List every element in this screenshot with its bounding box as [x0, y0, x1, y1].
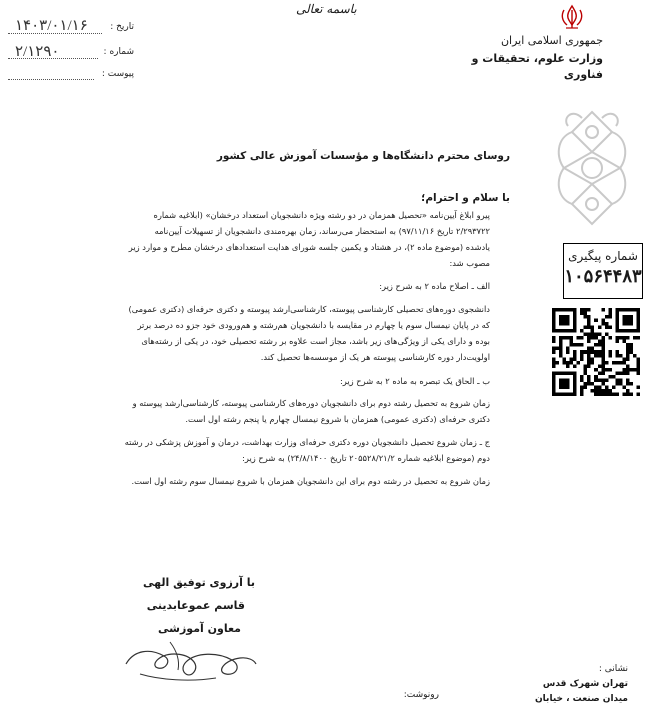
date-rule [8, 33, 102, 34]
date-value: ۱۴۰۳/۰۱/۱۶ [15, 18, 88, 34]
handwritten-signature [120, 630, 260, 690]
letter-number-label: شماره : [103, 47, 134, 57]
letter-number-value: ۲/۱۲۹۰ [15, 44, 60, 60]
body-line: بوده و دارای یکی از ویژگی‌های زیر باشد، مجاز است علاوه بر رشته تحصیلی خود، در یکی از رشته‌های [141, 336, 490, 346]
body-line: زمان شروع به تحصیل رشته دوم برای دانشجویان دوره‌های کارشناسی پیوسته، کارشناسی‌ارشد پیوسته و [132, 398, 490, 408]
body-line: الف ـ اصلاح ماده ۲ به شرح زیر: [379, 281, 490, 291]
address-line2: میدان صنعت ، خیابان [535, 694, 628, 704]
greeting: با سلام و احترام؛ [421, 192, 510, 204]
body-line: دانشجوی دوره‌های تحصیلی کارشناسی پیوسته، کارشناسی‌ارشد پیوسته و دکتری حرفه‌ای (دکتری عمومی) [128, 304, 490, 314]
attachment-rule [8, 79, 94, 80]
body-line: پیرو ابلاغ آیین‌نامه «تحصیل همزمان در دو رشته ویژه دانشجویان استعداد درخشان» (ابلاغیه شماره [153, 210, 490, 220]
number-rule [8, 58, 98, 59]
basmala: باسمه تعالی [296, 2, 357, 16]
body-line: مصوب شد: [449, 258, 490, 268]
qr-code-icon [552, 308, 640, 396]
body-line: ب ـ الحاق یک تبصره به ماده ۲ به شرح زیر: [339, 376, 490, 386]
cc-label: رونوشت: [403, 690, 439, 700]
date-label: تاریخ : [110, 22, 134, 32]
address-line1: تهران شهرک قدس [542, 679, 628, 689]
body-line: دکتری حرفه‌ای (دکتری عمومی) همزمان با شروع نیمسال چهارم یا پنجم رشته اول است. [185, 414, 490, 424]
body-line: دوم (موضوع ابلاغیه شماره ۲۰۵۵۲۸/۲۱/۲ تاریخ ۲۴/۸/۱۴۰۰) به شرح زیر: [242, 453, 490, 463]
attachment-label: پیوست : [101, 69, 134, 79]
ministry-name-line2: وزارت علوم، تحقیقات و فناوری [471, 52, 603, 81]
body-line: که در پایان نیمسال سوم یا چهارم در مقایسه با دانشجویان هم‌رشته و هم‌ورودی خود جزو ده درصد برتر [137, 320, 490, 330]
tracking-number-box [563, 243, 643, 299]
body-line: ۲/۲۹۳۷۲۲ تاریخ ۹۷/۱۱/۱۶) به استحضار می‌رساند، زمان بهره‌مندی دانشجویان از تسهیلات آیین‌نامه [154, 226, 490, 236]
body-line: اولویت‌دار دوره کارشناسی پیوسته هر یک از موسسه‌ها تحصیل کند. [260, 352, 490, 362]
closing-phrase: با آرزوی توفیق الهی [142, 576, 255, 589]
body-line: زمان شروع به تحصیل در رشته دوم برای این دانشجویان همزمان با شروع نیمسال سوم رشته اول است. [131, 476, 490, 486]
address-label: نشانی : [598, 664, 628, 674]
tracking-number: ۱۰۵۶۴۴۸۳ [564, 266, 642, 286]
tracking-label: شماره پیگیری [568, 249, 638, 263]
ministry-name-line1: جمهوری اسلامی ایران [500, 34, 603, 47]
recipient-line: روسای محترم دانشگاه‌ها و مؤسسات آموزش عالی کشور [216, 150, 510, 162]
signer-name: قاسم عموعابدینی [146, 599, 245, 612]
decorative-ornament-icon [542, 108, 642, 228]
iran-emblem-icon [558, 4, 586, 30]
body-line: یادشده (موضوع ماده ۲)، در هشتاد و یکمین جلسه شورای هدایت استعدادهای درخشان مطرح و موارد زیر [128, 242, 490, 252]
body-line: ج ـ زمان شروع تحصیل دانشجویان دوره دکتری حرفه‌ای وزارت بهداشت، درمان و آموزش پزشکی در رشته [124, 437, 490, 447]
signer-title: معاون آموزشی [158, 622, 241, 635]
